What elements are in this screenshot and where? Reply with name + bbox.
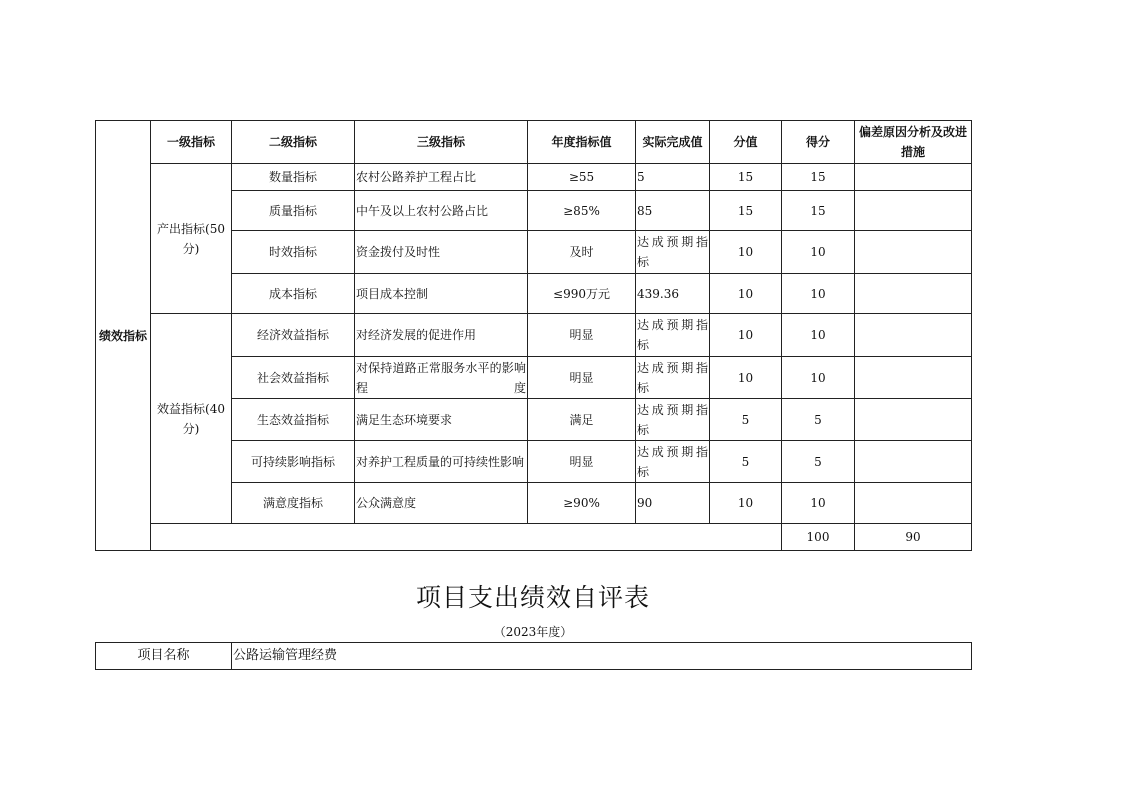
cell-level2: 可持续影响指标 bbox=[232, 441, 355, 483]
perf-indicator-label: 绩效指标 bbox=[96, 121, 151, 551]
cell-score: 10 bbox=[782, 357, 855, 399]
header-level2: 二级指标 bbox=[232, 121, 355, 164]
cell-level2: 数量指标 bbox=[232, 164, 355, 191]
cell-level3: 农村公路养护工程占比 bbox=[355, 164, 528, 191]
cell-level2: 成本指标 bbox=[232, 274, 355, 314]
header-row bbox=[96, 121, 972, 164]
cell-weight: 10 bbox=[710, 231, 782, 274]
cell-level3: 对保持道路正常服务水平的影响程度 bbox=[355, 357, 528, 399]
form-year: （2023年度） bbox=[493, 625, 573, 639]
cell-score: 10 bbox=[782, 314, 855, 357]
group-benefit-label: 效益指标(40分) bbox=[151, 314, 232, 524]
cell-level3: 资金拨付及时性 bbox=[355, 231, 528, 274]
cell-score: 10 bbox=[782, 274, 855, 314]
cell-actual: 达成预期指标 bbox=[636, 441, 710, 483]
cell-reason bbox=[855, 357, 972, 399]
cell-level3: 中午及以上农村公路占比 bbox=[355, 191, 528, 231]
header-level3: 三级指标 bbox=[355, 121, 528, 164]
cell-weight: 10 bbox=[710, 483, 782, 524]
cell-score: 5 bbox=[782, 441, 855, 483]
cell-weight: 5 bbox=[710, 441, 782, 483]
cell-reason bbox=[855, 231, 972, 274]
cell-target: ≥85% bbox=[528, 191, 636, 231]
cell-score: 15 bbox=[782, 164, 855, 191]
header-target: 年度指标值 bbox=[528, 121, 636, 164]
header-weight: 分值 bbox=[710, 121, 782, 164]
group-output-label: 产出指标(50分) bbox=[151, 164, 232, 314]
cell-level3: 对经济发展的促进作用 bbox=[355, 314, 528, 357]
cell-reason bbox=[855, 274, 972, 314]
cell-target: 及时 bbox=[528, 231, 636, 274]
total-label bbox=[151, 524, 782, 551]
cell-reason bbox=[855, 399, 972, 441]
total-weight: 100 bbox=[782, 524, 855, 551]
cell-score: 15 bbox=[782, 191, 855, 231]
cell-weight: 15 bbox=[710, 164, 782, 191]
cell-actual: 5 bbox=[636, 164, 710, 191]
cell-actual: 90 bbox=[636, 483, 710, 524]
project-name-value: 公路运输管理经费 bbox=[232, 643, 972, 670]
cell-actual: 达成预期指标 bbox=[636, 314, 710, 357]
cell-target: ≥90% bbox=[528, 483, 636, 524]
cell-score: 5 bbox=[782, 399, 855, 441]
header-level1: 一级指标 bbox=[151, 121, 232, 164]
performance-indicator-table bbox=[95, 120, 972, 551]
cell-level3: 公众满意度 bbox=[355, 483, 528, 524]
cell-target: ≤990万元 bbox=[528, 274, 636, 314]
cell-level3: 项目成本控制 bbox=[355, 274, 528, 314]
header-reason: 偏差原因分析及改进措施 bbox=[855, 121, 972, 164]
cell-level2: 社会效益指标 bbox=[232, 357, 355, 399]
header-actual: 实际完成值 bbox=[636, 121, 710, 164]
total-score: 90 bbox=[855, 524, 972, 551]
cell-level2: 生态效益指标 bbox=[232, 399, 355, 441]
cell-weight: 5 bbox=[710, 399, 782, 441]
cell-weight: 10 bbox=[710, 314, 782, 357]
cell-level3: 对养护工程质量的可持续性影响 bbox=[355, 441, 528, 483]
cell-target: ≥55 bbox=[528, 164, 636, 191]
cell-reason bbox=[855, 314, 972, 357]
header-score: 得分 bbox=[782, 121, 855, 164]
cell-reason bbox=[855, 483, 972, 524]
table-row bbox=[96, 314, 972, 357]
project-name-row bbox=[96, 643, 972, 670]
cell-target: 明显 bbox=[528, 357, 636, 399]
cell-actual: 达成预期指标 bbox=[636, 399, 710, 441]
cell-target: 明显 bbox=[528, 441, 636, 483]
project-name-label: 项目名称 bbox=[96, 643, 232, 670]
cell-score: 10 bbox=[782, 231, 855, 274]
cell-level3: 满足生态环境要求 bbox=[355, 399, 528, 441]
cell-actual: 439.36 bbox=[636, 274, 710, 314]
cell-score: 10 bbox=[782, 483, 855, 524]
cell-level2: 满意度指标 bbox=[232, 483, 355, 524]
cell-level2: 经济效益指标 bbox=[232, 314, 355, 357]
cell-actual: 85 bbox=[636, 191, 710, 231]
project-name-table bbox=[95, 642, 972, 670]
cell-weight: 10 bbox=[710, 357, 782, 399]
cell-target: 明显 bbox=[528, 314, 636, 357]
cell-level2: 时效指标 bbox=[232, 231, 355, 274]
cell-actual: 达成预期指标 bbox=[636, 231, 710, 274]
cell-reason bbox=[855, 191, 972, 231]
cell-reason bbox=[855, 441, 972, 483]
cell-level2: 质量指标 bbox=[232, 191, 355, 231]
cell-weight: 10 bbox=[710, 274, 782, 314]
cell-reason bbox=[855, 164, 972, 191]
cell-actual: 达成预期指标 bbox=[636, 357, 710, 399]
form-title: 项目支出绩效自评表 bbox=[415, 583, 650, 612]
cell-weight: 15 bbox=[710, 191, 782, 231]
table-row bbox=[96, 164, 972, 191]
cell-target: 满足 bbox=[528, 399, 636, 441]
total-row bbox=[96, 524, 972, 551]
